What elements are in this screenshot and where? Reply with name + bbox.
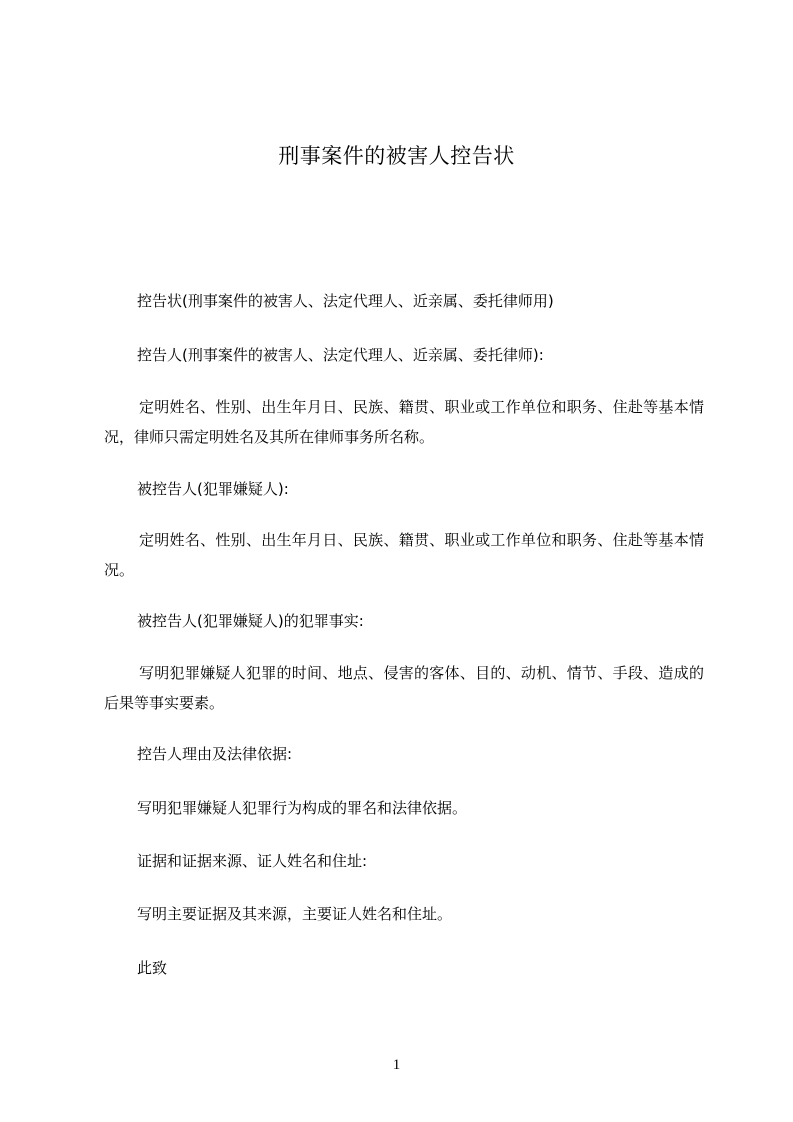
paragraph-crime-facts-details: 写明犯罪嫌疑人犯罪的时间、地点、侵害的客体、目的、动机、情节、手段、造成的后果等事实要素。	[104, 664, 704, 712]
paragraph-legal-basis-label: 控告人理由及法律依据:	[137, 745, 293, 763]
paragraph-complainant-details: 定明姓名、性别、出生年月日、民族、籍贯、职业或工作单位和职务、住赴等基本情况，律师只需定明姓名及其所在律师事务所名称。	[104, 398, 704, 446]
paragraph-legal-basis-details: 写明犯罪嫌疑人犯罪行为构成的罪名和法律依据。	[137, 799, 468, 817]
paragraph-evidence-label: 证据和证据来源、证人姓名和住址:	[137, 852, 368, 870]
paragraph-defendant-details: 定明姓名、性别、出生年月日、民族、籍贯、职业或工作单位和职务、住赴等基本情况。	[104, 531, 704, 579]
paragraph-complaint-header: 控告状(刑事案件的被害人、法定代理人、近亲属、委托律师用)	[137, 292, 554, 310]
page-number: 1	[392, 1057, 401, 1073]
paragraph-defendant-label: 被控告人(犯罪嫌疑人):	[137, 480, 289, 498]
paragraph-evidence-details: 写明主要证据及其来源，主要证人姓名和住址。	[137, 905, 453, 923]
paragraph-closing: 此致	[137, 959, 168, 977]
document-title: 刑事案件的被害人控告状	[278, 144, 515, 168]
paragraph-complainant-label: 控告人(刑事案件的被害人、法定代理人、近亲属、委托律师):	[137, 346, 544, 364]
paragraph-crime-facts-label: 被控告人(犯罪嫌疑人)的犯罪事实:	[137, 612, 364, 630]
